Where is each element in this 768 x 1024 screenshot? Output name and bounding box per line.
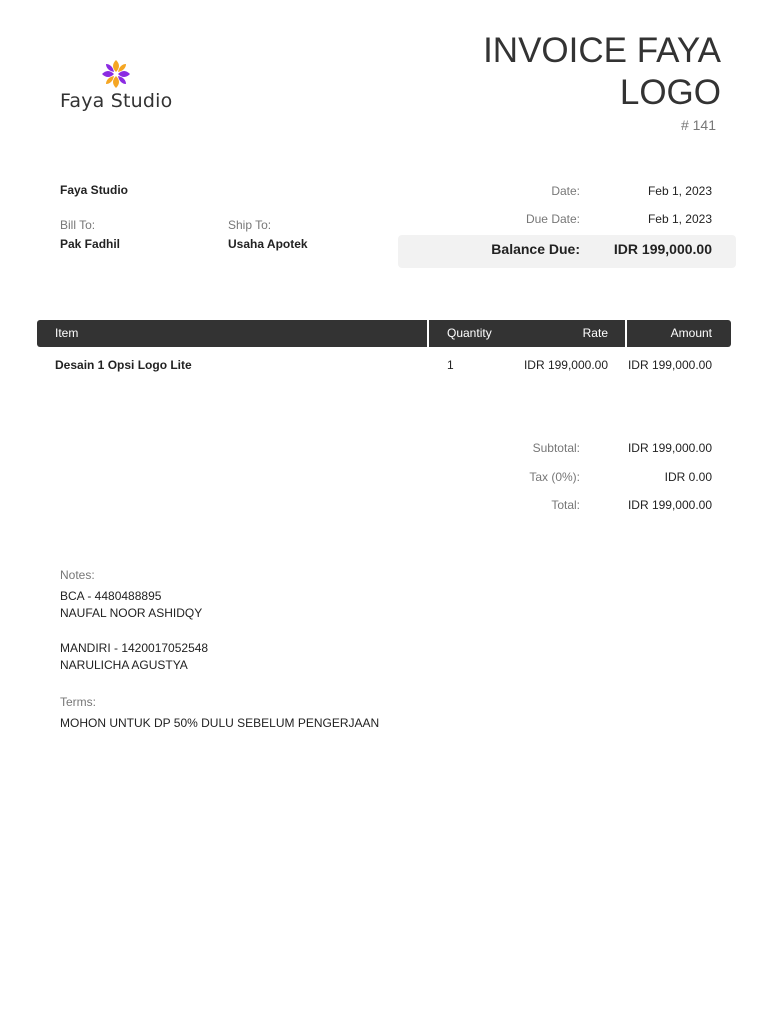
ship-to-label: Ship To: — [228, 218, 272, 232]
header-divider — [625, 320, 627, 347]
subtotal-label: Subtotal: — [532, 441, 580, 455]
invoice-number: # 141 — [680, 117, 716, 133]
date-value: Feb 1, 2023 — [647, 184, 712, 198]
notes-label: Notes: — [60, 568, 95, 582]
items-table-header — [37, 320, 731, 347]
invoice-title: INVOICE FAYA LOGO — [483, 31, 721, 112]
due-date-value: Feb 1, 2023 — [647, 212, 712, 226]
bill-to-value: Pak Fadhil — [60, 237, 121, 251]
logo-text: Faya Studio — [60, 90, 173, 112]
row-quantity: 1 — [447, 358, 454, 372]
row-amount: IDR 199,000.00 — [627, 358, 712, 372]
due-date-label: Due Date: — [525, 212, 580, 226]
table-row — [37, 357, 731, 375]
col-amount: Amount — [670, 326, 712, 340]
terms-text: MOHON UNTUK DP 50% DULU SEBELUM PENGERJAAN — [60, 716, 380, 730]
from-company: Faya Studio — [60, 183, 129, 197]
header-divider — [427, 320, 429, 347]
notes-line: BCA - 4480488895 — [60, 589, 162, 603]
tax-value: IDR 0.00 — [664, 470, 712, 484]
balance-due-label: Balance Due: — [491, 241, 580, 257]
logo-mark-icon — [100, 58, 132, 90]
company-logo — [60, 58, 180, 118]
total-label: Total: — [551, 498, 580, 512]
total-value: IDR 199,000.00 — [627, 498, 712, 512]
date-label: Date: — [551, 184, 580, 198]
col-item: Item — [55, 326, 79, 340]
tax-label: Tax (0%): — [529, 470, 580, 484]
row-rate: IDR 199,000.00 — [523, 358, 608, 372]
notes-line: NARULICHA AGUSTYA — [60, 658, 188, 672]
row-item: Desain 1 Opsi Logo Lite — [55, 358, 192, 372]
notes-line: MANDIRI - 1420017052548 — [60, 641, 209, 655]
ship-to-value: Usaha Apotek — [228, 237, 308, 251]
subtotal-value: IDR 199,000.00 — [627, 441, 712, 455]
terms-label: Terms: — [60, 695, 96, 709]
bill-to-label: Bill To: — [60, 218, 96, 232]
col-rate: Rate — [582, 326, 608, 340]
balance-due-value: IDR 199,000.00 — [613, 241, 712, 257]
notes-line: NAUFAL NOOR ASHIDQY — [60, 606, 203, 620]
col-quantity: Quantity — [447, 326, 492, 340]
